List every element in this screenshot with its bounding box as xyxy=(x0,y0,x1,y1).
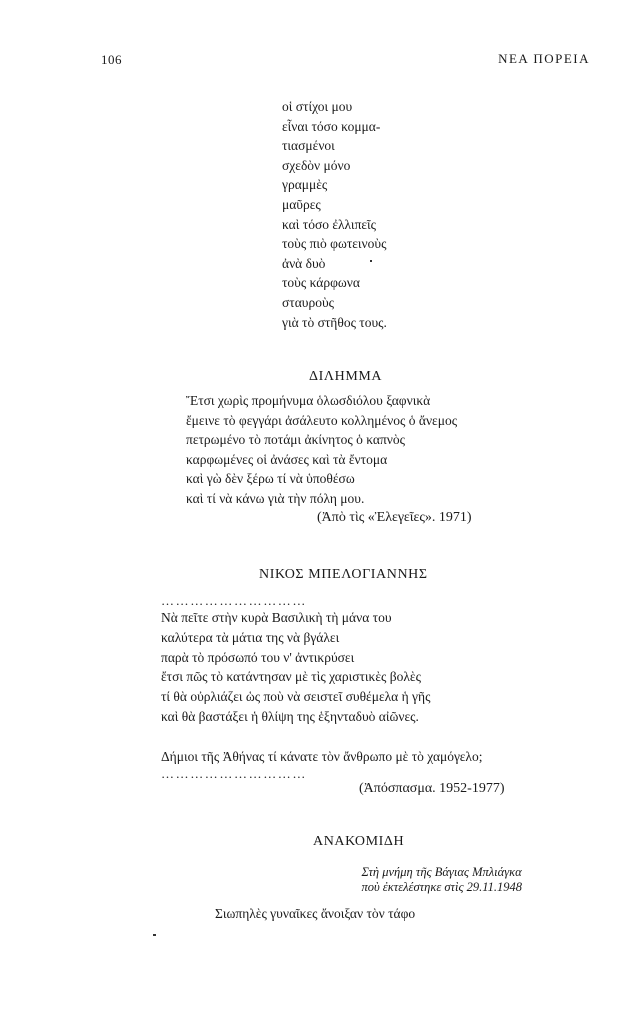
poem-line: Νὰ πεῖτε στὴν κυρὰ Βασιλικὴ τὴ μάνα του xyxy=(161,610,392,625)
poem-1 xyxy=(282,97,387,332)
poem-line: τιασμένοι xyxy=(282,138,335,154)
poem-dilimma xyxy=(186,391,457,509)
section-title-anakomidi: ΑΝΑΚΟΜΙΔΗ xyxy=(313,834,405,849)
section-title-nikos: ΝΙΚΟΣ ΜΠΕΛΟΓΙΑΝΝΗΣ xyxy=(259,567,428,582)
poem-line: Σιωπηλὲς γυναῖκες ἄνοιξαν τὸν τάφο xyxy=(215,906,416,921)
poem-line: τοὺς πιὸ φωτεινοὺς xyxy=(282,236,387,252)
poem-nikos xyxy=(161,594,482,781)
poem-line: σταυροὺς xyxy=(282,294,334,310)
poem-line: γιὰ τὸ στῆθος τους. xyxy=(282,314,387,330)
source-citation: (Ἀπόσπασμα. 1952-1977) xyxy=(359,781,505,796)
poem-line: πετρωμένο τὸ ποτάμι ἀκίνητος ὁ καπνὸς xyxy=(186,432,405,448)
stanza-gap xyxy=(161,727,482,747)
poem-line: μαῦρες xyxy=(282,196,321,212)
poem-line: ἀνὰ δυὸ xyxy=(282,255,326,271)
dedication xyxy=(361,865,522,895)
poem-line: παρὰ τὸ πρόσωπό του ν' ἀντικρύσει xyxy=(161,649,355,665)
poem-line: τοὺς κάρφωνα xyxy=(282,275,360,291)
poem-line: καὶ θὰ βαστάξει ἡ θλίψη της ἑξηνταδυὸ αἰῶνες. xyxy=(161,708,419,724)
poem-line: καὶ γὼ δὲν ξέρω τί νὰ ὑποθέσω xyxy=(186,471,355,487)
poem-line: καρφωμένες οἱ ἀνάσες καὶ τὰ ἔντομα xyxy=(186,451,388,467)
source-citation: (Ἀπὸ τὶς «Ἐλεγεῖες». 1971) xyxy=(317,510,472,525)
poem-line: καλύτερα τὰ μάτια της νὰ βγάλει xyxy=(161,629,340,645)
poem-line: καὶ τί νὰ κάνω γιὰ τὴν πόλη μου. xyxy=(186,490,365,506)
print-speck xyxy=(370,260,372,262)
dedication-line: ποὺ ἐκτελέστηκε στὶς 29.11.1948 xyxy=(361,880,522,894)
dedication-line: Στὴ μνήμη τῆς Βάγιας Μπλιάγκα xyxy=(361,865,522,879)
poem-line: ἔμεινε τὸ φεγγάρι ἀσάλευτο κολλημένος ὁ ἄνεμος xyxy=(186,412,458,428)
page-number: 106 xyxy=(101,52,122,67)
poem-line: τί θὰ οὐρλιάζει ὡς ποὺ νὰ σειστεῖ συθέμελα ἡ γῆς xyxy=(161,689,431,705)
poem-line: Ἔτσι χωρὶς προμήνυμα ὁλωσδιόλου ξαφνικὰ xyxy=(186,393,431,408)
running-head: ΝΕΑ ΠΟΡΕΙΑ xyxy=(498,51,590,66)
poem-line: ἔτσι πῶς τὸ κατάντησαν μὲ τὶς χαριστικὲς βολὲς xyxy=(161,669,421,685)
poem-line: καὶ τόσο ἐλλιπεῖς xyxy=(282,216,377,232)
section-title-dilimma: ΔΙΛΗΜΜΑ xyxy=(309,369,383,384)
ellipsis-dots: ………………………… xyxy=(161,593,307,608)
ellipsis-dots: ………………………… xyxy=(161,765,307,781)
poem-line: σχεδὸν μόνο xyxy=(282,157,351,173)
poem-line: οἱ στίχοι μου xyxy=(282,99,353,114)
print-speck xyxy=(153,934,156,936)
poem-line: εἶναι τόσο κομμα- xyxy=(282,118,381,134)
poem-line: γραμμὲς xyxy=(282,177,328,193)
poem-line: Δήμιοι τῆς Ἀθήνας τί κάνατε τὸν ἄνθρωπο μὲ τὸ χαμόγελο; xyxy=(161,748,483,764)
